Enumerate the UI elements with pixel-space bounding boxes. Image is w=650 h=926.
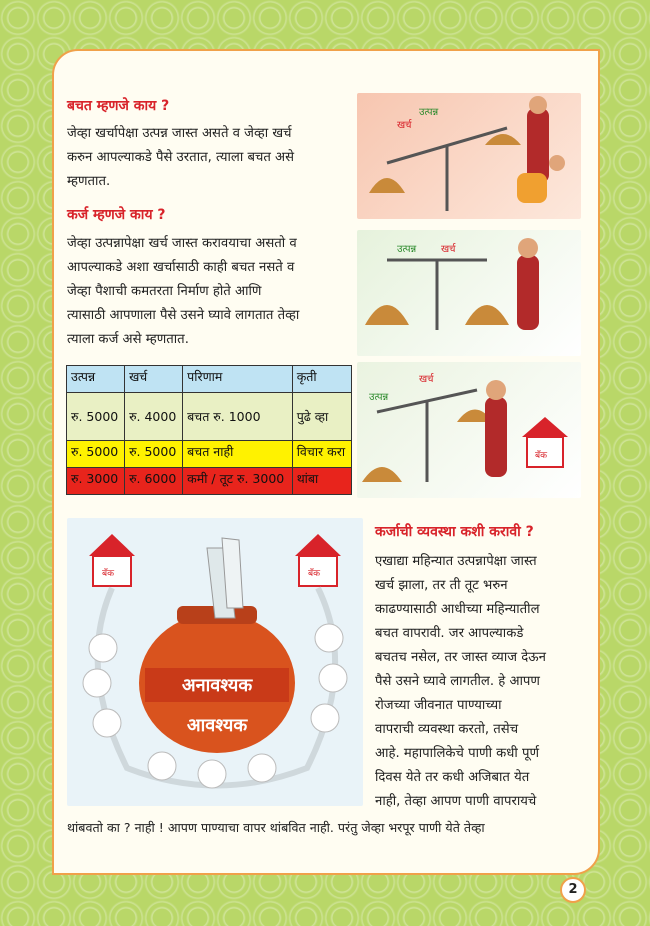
balance-scale-icon	[357, 230, 581, 356]
svg-text:उत्पन्न: उत्पन्न	[369, 392, 389, 403]
svg-text:उत्पन्न: उत्पन्न	[397, 244, 417, 255]
balanced-scale-illustration	[357, 230, 581, 356]
pot-illustration	[67, 518, 363, 806]
svg-text:बँक: बँक	[102, 569, 115, 579]
table-header: उत्पन्न	[67, 366, 125, 393]
text-line: बचतच नसेल, तर जास्त व्याज देऊन	[375, 650, 546, 665]
text-line: काढण्यासाठी आधीच्या महिन्यातील	[375, 602, 540, 617]
text-line: थांबवतो का ? नाही ! आपण पाण्याचा वापर थांबवित नाही. परंतु जेव्हा भरपूर पाणी येते तेव्हा	[67, 820, 485, 835]
table-cell: रु. 5000	[125, 441, 183, 468]
heading-loan: कर्ज म्हणजे काय ?	[67, 207, 166, 223]
table-cell: थांबा	[292, 468, 351, 495]
table-cell: रु. 3000	[67, 468, 125, 495]
heading-savings: बचत म्हणजे काय ?	[67, 98, 170, 114]
text-line: दिवस येते तर कधी अजिबात येत	[375, 770, 530, 785]
svg-text:खर्च: खर्च	[397, 120, 412, 131]
text-line: करुन आपल्याकडे पैसे उरतात, त्याला बचत असे	[67, 150, 295, 165]
svg-text:बँक: बँक	[535, 451, 548, 461]
table-row	[67, 441, 352, 468]
text-line: वापराची व्यवस्था करतो, तसेच	[375, 722, 519, 737]
balance-scale-icon	[357, 362, 581, 498]
text-line: रोजच्या जीवनात पाण्याच्या	[375, 698, 502, 713]
text-line: त्यासाठी आपणाला पैसे उसने घ्यावे लागतात तेव्हा	[67, 308, 300, 323]
text-line: आहे. महापालिकेचे पाणी कधी पूर्ण	[375, 746, 540, 761]
pot-diagram	[67, 518, 363, 806]
text-line: नाही, तेव्हा आपण पाणी वापरायचे	[375, 794, 537, 809]
table-header: परिणाम	[183, 366, 293, 393]
svg-text:बँक: बँक	[308, 569, 321, 579]
table-cell: रु. 5000	[67, 393, 125, 441]
table-cell: विचार करा	[292, 441, 351, 468]
heading-loan-arrangement: कर्जाची व्यवस्था कशी करावी ?	[375, 524, 534, 540]
text-line: बचत वापरावी. जर आपल्याकडे	[375, 626, 524, 641]
table-header-row	[67, 366, 352, 393]
table-cell: रु. 6000	[125, 468, 183, 495]
balance-scale-icon	[357, 93, 581, 219]
text-line: त्याला कर्ज असे म्हणतात.	[67, 332, 189, 347]
svg-text:खर्च: खर्च	[419, 374, 434, 385]
svg-text:अनावश्यक: अनावश्यक	[181, 675, 253, 696]
table-row	[67, 393, 352, 441]
table-cell: बचत रु. 1000	[183, 393, 293, 441]
text-line: आपल्याकडे अशा खर्चासाठी काही बचत नसते व	[67, 260, 295, 275]
savings-scale-illustration	[357, 93, 581, 219]
table-cell: कमी / तूट रु. 3000	[183, 468, 293, 495]
svg-text:उत्पन्न: उत्पन्न	[419, 107, 439, 118]
svg-text:आवश्यक: आवश्यक	[186, 715, 248, 736]
table-cell: रु. 5000	[67, 441, 125, 468]
text-line: जेव्हा उत्पन्नापेक्षा खर्च जास्त करावयाचा असतो व	[67, 236, 297, 251]
table-cell: बचत नाही	[183, 441, 293, 468]
table-row	[67, 468, 352, 495]
text-line: खर्च झाला, तर ती तूट भरुन	[375, 578, 508, 593]
text-line: पैसे उसने घ्यावे लागतील. हे आपण	[375, 674, 540, 689]
table-cell: पुढे व्हा	[292, 393, 351, 441]
table-header: कृती	[292, 366, 351, 393]
table-cell: रु. 4000	[125, 393, 183, 441]
text-line: जेव्हा खर्चापेक्षा उत्पन्न जास्त असते व जेव्हा खर्च	[67, 126, 292, 141]
text-line: जेव्हा पैशाची कमतरता निर्माण होते आणि	[67, 284, 262, 299]
page-number: 2	[560, 877, 586, 903]
text-line: एखाद्या महिन्यात उत्पन्नापेक्षा जास्त	[375, 554, 537, 569]
svg-text:खर्च: खर्च	[441, 244, 456, 255]
loan-scale-illustration	[357, 362, 581, 498]
budget-table	[66, 365, 352, 495]
table-header: खर्च	[125, 366, 183, 393]
text-line: म्हणतात.	[67, 174, 111, 189]
